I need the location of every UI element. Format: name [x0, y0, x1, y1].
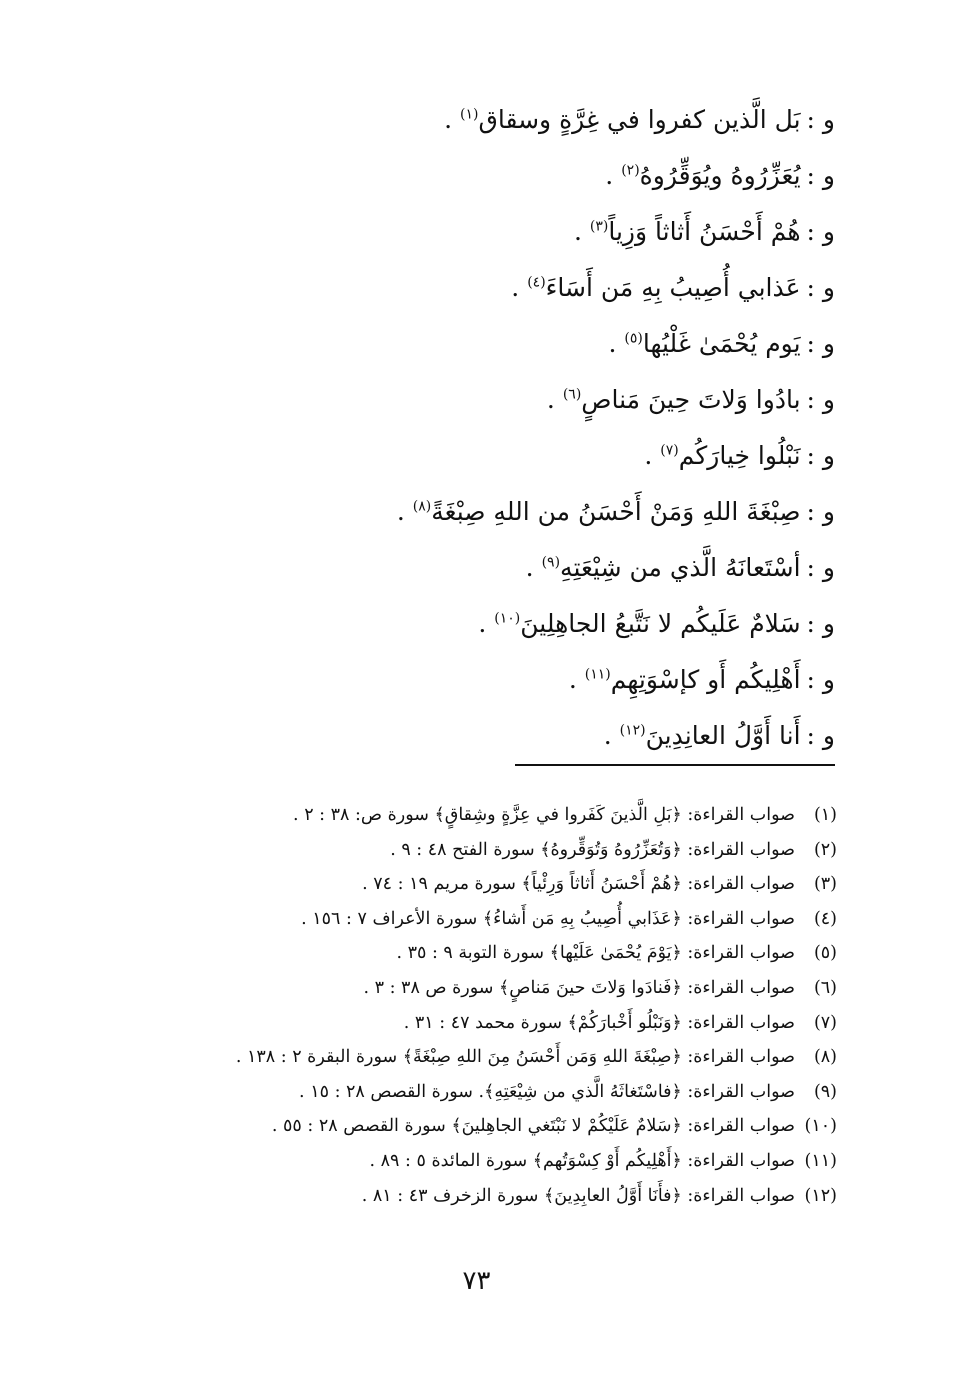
footnote: [137, 936, 837, 971]
footnote-number: (٧): [813, 1012, 837, 1033]
verse-end: .: [644, 441, 653, 470]
footnote-text: صواب القراءة: ﴿أَهْلِيكُم أَوْ كِسْوَتُهم﴾ سورة المائدة ٥ : ٨٩ .: [369, 1150, 795, 1171]
verse-text: أَهْلِيكُم أَو كإسْوَتِهِم: [610, 665, 801, 694]
verse-end: .: [546, 385, 555, 414]
verse-prefix: و :: [806, 609, 835, 638]
verse-line: [135, 428, 835, 484]
footnote-text: صواب القراءة: ﴿عَذَابي أُصِيبُ بِهِ مَن أَشاءُ﴾ سورة الأعراف ٧ : ١٥٦ .: [301, 908, 795, 929]
footnote-number: (٨): [813, 1047, 837, 1068]
footnote-ref[interactable]: (١): [459, 106, 479, 123]
footnote: [137, 1040, 837, 1075]
footnote-number: (١): [813, 805, 837, 825]
footnote-ref[interactable]: (٢): [621, 162, 640, 179]
footnote-number: (٥): [813, 943, 837, 964]
footnote-ref[interactable]: (٧): [660, 442, 679, 459]
verse-line: [135, 260, 835, 316]
footnote-ref[interactable]: (١٢): [619, 722, 646, 739]
footnote-text: صواب القراءة: ﴿وَنَبْلُو أَخْبارَكُمْ﴾ سورة محمد ٤٧ : ٣١ .: [403, 1012, 795, 1033]
verse-prefix: و :: [806, 385, 835, 414]
footnote-number: (١١): [804, 1150, 837, 1171]
footnote-text: صواب القراءة: ﴿بَلِ الَّذينَ كَفَروا في عِزَّةٍ وشِقاقٍ﴾ سورة ص: ٣٨ : ٢ .: [293, 805, 795, 825]
footnote-number: (٦): [813, 977, 837, 998]
verse-end: .: [568, 665, 577, 694]
page-number: ٧٣: [462, 1266, 491, 1296]
footnote-separator: [515, 764, 835, 766]
footnote-text: صواب القراءة: ﴿فاسْتَغاثَهُ الَّذي من شِيْعَتِهِ﴾. سورة القصص ٢٨ : ١٥ .: [299, 1081, 795, 1102]
verse-end: .: [608, 329, 617, 358]
footnote-ref[interactable]: (٥): [624, 330, 643, 347]
footnote-text: صواب القراءة: ﴿فَنادَوا وَلاتَ حينَ مَناصٍ﴾ سورة ص ٣٨ : ٣ .: [363, 977, 795, 998]
footnote-ref[interactable]: (٣): [589, 218, 609, 235]
footnote-ref[interactable]: (٩): [541, 554, 561, 571]
verse-prefix: و :: [806, 553, 835, 582]
footnote: [137, 798, 837, 833]
footnote: [137, 867, 837, 902]
verse-text: أَنا أَوَّلُ العانِدِينَ: [645, 721, 801, 750]
verse-text: أسْتَعانَهُ الَّذي من شِيْعَتِهِ: [560, 553, 801, 582]
footnote-text: صواب القراءة: ﴿فأَنَا أَوَّلُ العابِدِينَ﴾ سورة الزخرف ٤٣ : ٨١ .: [361, 1185, 795, 1206]
verse-end: .: [573, 217, 582, 246]
verse-prefix: و :: [806, 329, 835, 358]
verse-line: [135, 372, 835, 428]
footnote-number: (١٠): [804, 1116, 837, 1137]
verse-end: .: [396, 497, 405, 526]
footnote-ref[interactable]: (٦): [562, 386, 582, 403]
footnote-ref[interactable]: (١٠): [494, 610, 521, 627]
verse-text: هُمْ أَحْسَنُ أَثاثاً وَزِياً: [608, 217, 801, 246]
verse-text: بادُوا وَلاتَ حِينَ مَناصٍ: [581, 385, 801, 414]
verse-prefix: و :: [806, 497, 835, 526]
verse-end: .: [511, 273, 520, 302]
verse-end: .: [444, 105, 453, 134]
verse-end: .: [525, 553, 534, 582]
footnote-text: صواب القراءة: ﴿سَلامٌ عَلَيْكُمْ لا نَبْتَغي الجاهِلينَ﴾ سورة القصص ٢٨ : ٥٥ .: [271, 1116, 795, 1137]
footnote: [137, 1179, 837, 1214]
verse-text: نَبْلُوا خِيارَكُم: [678, 441, 801, 470]
verse-line: [135, 484, 835, 540]
verse-line: [135, 148, 835, 204]
footnote: [137, 833, 837, 868]
verse-prefix: و :: [806, 721, 835, 750]
verse-prefix: و :: [806, 105, 835, 134]
verse-prefix: و :: [806, 161, 835, 190]
verse-text: صِبْغَةَ اللهِ وَمَنْ أَحْسَنُ من اللهِ صِبْغَةً: [431, 497, 801, 526]
verse-prefix: و :: [806, 665, 835, 694]
footnote-number: (٢): [813, 839, 837, 860]
verse-list: [135, 92, 835, 764]
verse-line: [135, 596, 835, 652]
footnote: [137, 971, 837, 1006]
verse-line: [135, 92, 835, 148]
verse-end: .: [478, 609, 487, 638]
footnote-number: (٤): [813, 908, 837, 929]
footnote: [137, 1109, 837, 1144]
verse-text: يَوم يُحْمَىٰ غَلْيُها: [642, 329, 801, 358]
footnote: [137, 1075, 837, 1110]
footnote-number: (٣): [813, 874, 837, 895]
verse-line: [135, 652, 835, 708]
verse-end: .: [603, 721, 612, 750]
footnote-ref[interactable]: (٨): [412, 498, 432, 515]
footnote: [137, 1144, 837, 1179]
footnote-text: صواب القراءة: ﴿هُمْ أَحْسَنُ أَثاثاً وَرِئْياً﴾ سورة مريم ١٩ : ٧٤ .: [362, 874, 795, 895]
verse-prefix: و :: [806, 217, 835, 246]
footnote-text: صواب القراءة: ﴿وَتُعَزِّرُوهُ وَتُوَقِّروهُ﴾ سورة الفتح ٤٨ : ٩ .: [390, 839, 795, 860]
verse-text: بَل الَّذين كفروا في غِرَّةٍ وسقاق: [478, 105, 801, 134]
verse-line: [135, 316, 835, 372]
footnote-ref[interactable]: (١١): [584, 666, 611, 683]
verse-line: [135, 204, 835, 260]
footnote: [137, 1006, 837, 1041]
footnote: [137, 902, 837, 937]
footnote-ref[interactable]: (٤): [527, 274, 546, 291]
verse-prefix: و :: [806, 273, 835, 302]
footnote-list: [137, 798, 837, 1213]
footnote-number: (٩): [813, 1081, 837, 1102]
verse-prefix: و :: [806, 441, 835, 470]
verse-text: يُعَزِّرُوهُ ويُوَقِّرُوهُ: [639, 161, 801, 190]
footnote-number: (١٢): [804, 1185, 837, 1206]
verse-text: سَلامٌ عَلَيكُم لا نَتَّبعُ الجاهِلِينَ: [520, 609, 801, 638]
footnote-text: صواب القراءة: ﴿صِبْغَةَ اللهِ وَمَن أَحْسَنُ مِنَ اللهِ صِبْغَةً﴾ سورة البقرة ٢ : ١٣٨ .: [235, 1047, 795, 1068]
verse-end: .: [605, 161, 614, 190]
verse-line: [135, 708, 835, 764]
verse-line: [135, 540, 835, 596]
verse-text: عَذابي أُصِيبُ بِهِ مَن أَسَاءَ: [545, 273, 801, 302]
footnote-text: صواب القراءة: ﴿يَوْمَ يُحْمَىٰ عَلَيْها﴾ سورة التوبة ٩ : ٣٥ .: [396, 943, 795, 964]
